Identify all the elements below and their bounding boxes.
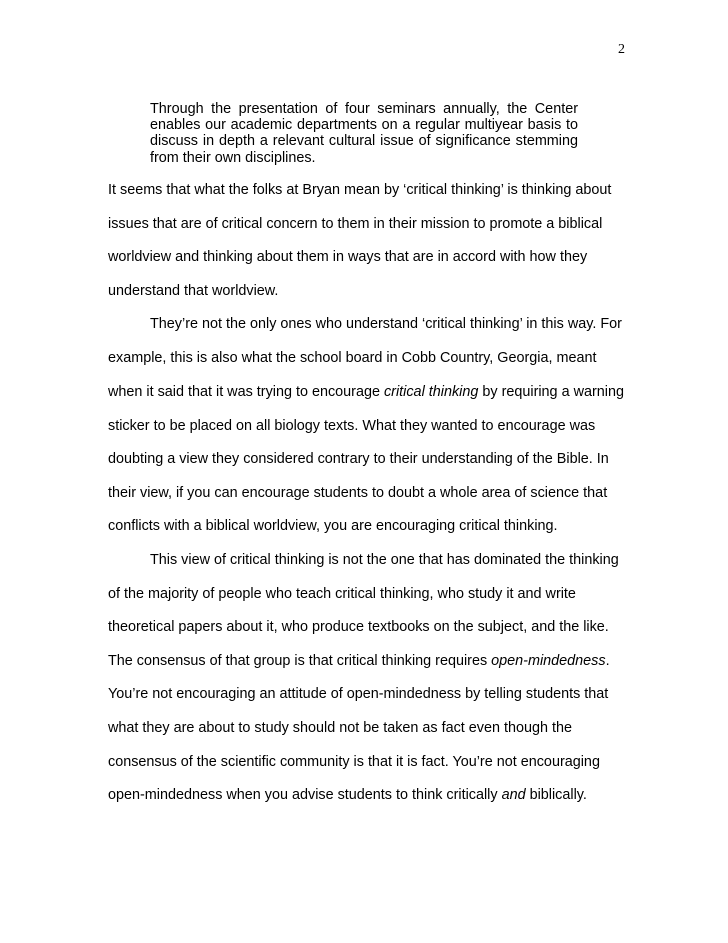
body-line: They’re not the only ones who understand ‘critical thinking’ in this way. For (150, 316, 622, 332)
body-text-run: by requiring a warning (478, 384, 624, 400)
body-line: This view of critical thinking is not the one that has dominated the thinking (150, 552, 619, 568)
emphasis-text: and (501, 787, 526, 803)
block-quote (150, 101, 578, 166)
body-text-run: . (605, 653, 610, 669)
body-line (108, 383, 624, 401)
body-line: It seems that what the folks at Bryan mean by ‘critical thinking’ is thinking about (108, 182, 612, 198)
body-line: example, this is also what the school board in Cobb Country, Georgia, meant (108, 350, 597, 366)
body-line (108, 786, 587, 804)
body-line: doubting a view they considered contrary to their understanding of the Bible. In (108, 451, 609, 467)
body-line: conflicts with a biblical worldview, you are encouraging critical thinking. (108, 518, 558, 534)
body-text-run: biblically. (525, 787, 587, 803)
body-line: theoretical papers about it, who produce textbooks on the subject, and the like. (108, 619, 609, 635)
body-line: worldview and thinking about them in ways that are in accord with how they (108, 249, 588, 265)
block-quote-line: from their own disciplines. (150, 149, 316, 166)
page-number: 2 (618, 42, 625, 57)
body-line: of the majority of people who teach critical thinking, who study it and write (108, 586, 576, 602)
body-line: their view, if you can encourage students to doubt a whole area of science that (108, 485, 608, 501)
body-line: You’re not encouraging an attitude of open-mindedness by telling students that (108, 686, 609, 702)
body-line: sticker to be placed on all biology texts. What they wanted to encourage was (108, 418, 596, 434)
body-line: issues that are of critical concern to them in their mission to promote a biblical (108, 216, 603, 232)
body-text-run: when it said that it was trying to encourage (108, 384, 384, 400)
body-text-run: The consensus of that group is that critical thinking requires (108, 653, 492, 669)
body-line: what they are about to study should not be taken as fact even though the (108, 720, 573, 736)
emphasis-text: critical thinking (383, 384, 479, 400)
body-line (108, 652, 610, 670)
block-quote-line: Through the presentation of four seminars annually, the Center (150, 101, 578, 117)
body-line: understand that worldview. (108, 283, 279, 299)
body-line: consensus of the scientific community is that it is fact. You’re not encouraging (108, 754, 600, 770)
block-quote-line: discuss in depth a relevant cultural issue of significance stemming (150, 133, 578, 150)
emphasis-text: open-mindedness (491, 653, 606, 669)
block-quote-line: enables our academic departments on a regular multiyear basis to (150, 117, 578, 134)
body-text-run: open-mindedness when you advise students to think critically (108, 787, 502, 803)
